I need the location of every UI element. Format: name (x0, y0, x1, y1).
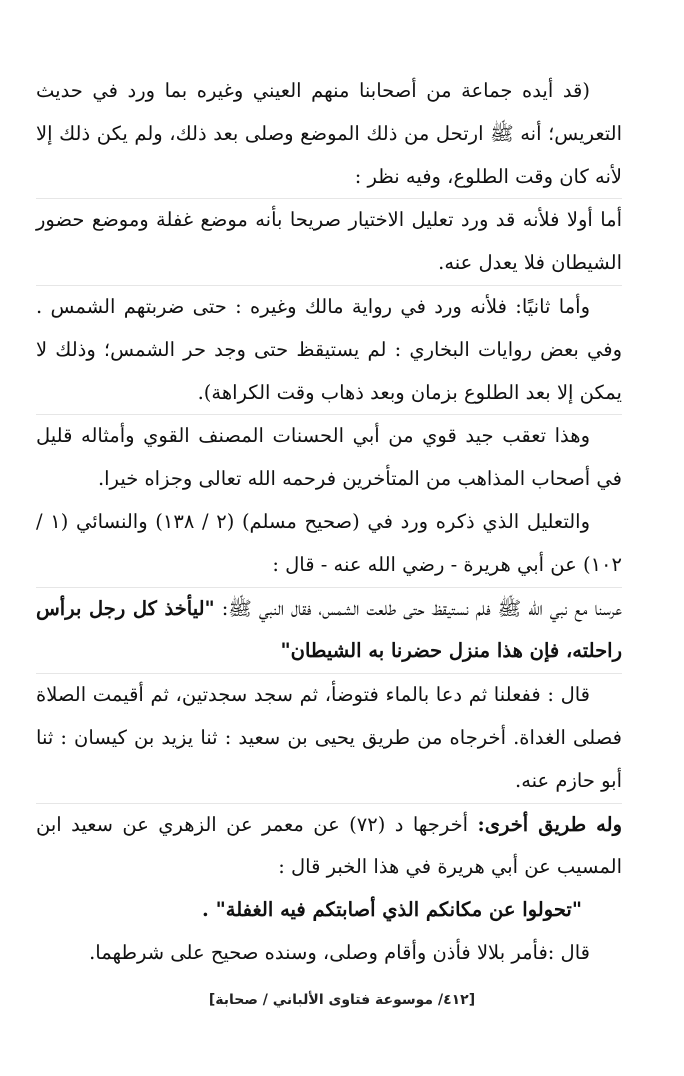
page-footer: [٤١٢/ موسوعة فتاوى الألباني / صحابة] (208, 992, 476, 1008)
paragraph-first-point: أما أولا فلأنه قد ورد تعليل الاختيار صريحا بأنه موضع غفلة وموضع حضور الشيطان فلا يعدل عنه. (36, 198, 622, 285)
another-route-text: أخرجها د (٧٢) عن معمر عن الزهري عن سعيد ابن المسيب عن أبي هريرة في هذا الخبر قال : (36, 812, 622, 879)
paragraph-closing: قال :فأمر بلالا فأذن وأقام وصلى، وسنده صحيح على شرطهما. (89, 940, 590, 964)
paragraph-hadith-continuation: قال : ففعلنا ثم دعا بالماء فتوضأ، ثم سجد سجدتين، ثم أقيمت الصلاة فصلى الغداة. أخرجاه من طريق يحيى بن سعيد : ثنا يزيد بن كيسان : ثنا أبو حازم عنه. (36, 673, 622, 802)
paragraph-second-hadith-quote: "تحولوا عن مكانكم الذي أصابتكم فيه الغفلة" . (202, 898, 582, 922)
paragraph-commentary: وهذا تعقب جيد قوي من أبي الحسنات المصنف القوي وأمثاله قليل في أصحاب المذاهب من المتأخرين فرحمه الله تعالى وجزاه خيرا. (36, 414, 622, 501)
paragraph-hadith-narration (36, 587, 622, 674)
hadith-intro: عرسنا مع نبي الله ﷺ فلم نستيقظ حتى طلعت الشمس، فقال النبي ﷺ: (221, 596, 623, 620)
hadith-quote: "ليأخذ كل رجل برأس راحلته، فإن هذا منزل حضرنا به الشيطان" (36, 596, 622, 663)
paragraph-second-point: وأما ثانيًا: فلأنه ورد في رواية مالك وغيره : حتى ضربتهم الشمس . وفي بعض روايات البخاري : لم يستيقظ حتى وجد حر الشمس؛ وذلك لا يمكن إلا بعد الطلوع بزمان وبعد ذهاب وقت الكراهة). (36, 285, 622, 414)
paragraph-reasoning-source: والتعليل الذي ذكره ورد في (صحيح مسلم) (٢ / ١٣٨) والنسائي (١ / ١٠٢) عن أبي هريرة - رضي الله عنه - قال : (36, 509, 622, 576)
another-route-heading: وله طريق أخرى: (477, 812, 622, 836)
body-text (36, 70, 622, 975)
paragraph-another-route (36, 803, 622, 890)
paragraph-quote-opening: (قد أيده جماعة من أصحابنا منهم العيني وغيره بما ورد في حديث التعريس؛ أنه ﷺ ارتحل من ذلك الموضع وصلى بعد ذلك، ولم يكن ذلك إلا لأنه كان وقت الطلوع، وفيه نظر : (36, 79, 622, 188)
